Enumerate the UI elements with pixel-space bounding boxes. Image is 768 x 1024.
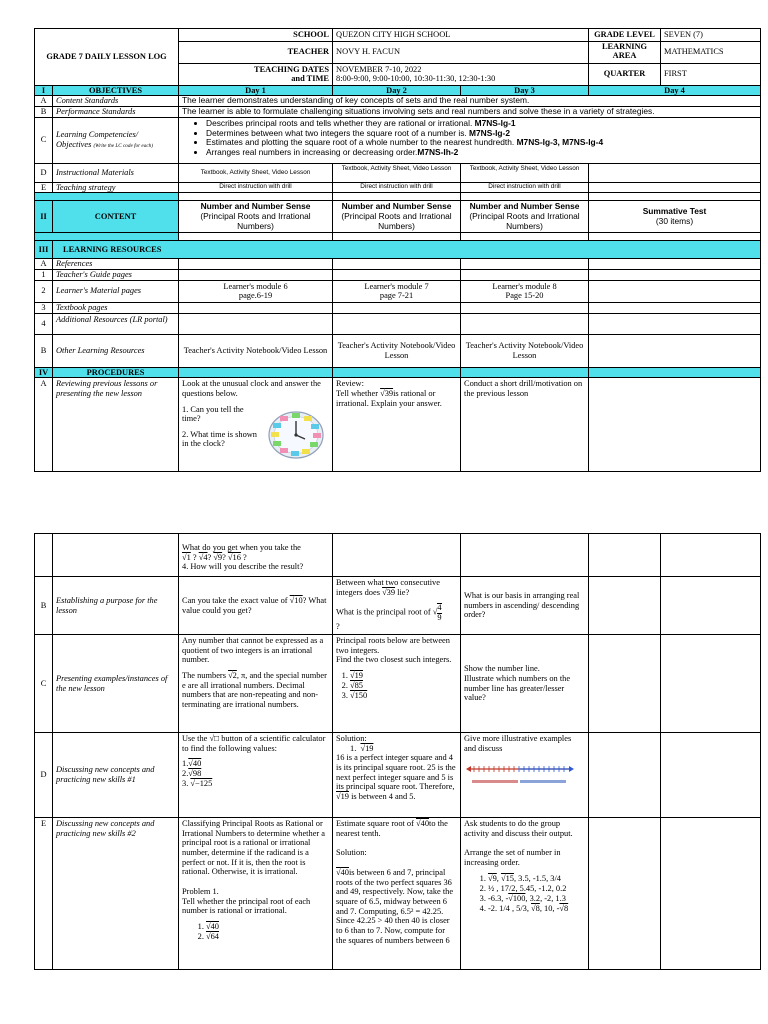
discussing-2-label: Discussing new concepts and practicing new skills #2: [53, 818, 179, 970]
find-integers-instruction: Find the two closest such integers.: [336, 655, 452, 665]
illustrate-number-line: Illustrate which numbers on the number line has greater/lesser value?: [464, 673, 571, 703]
calculator-values-list: [182, 759, 329, 789]
list-item: 3. -6.3, -√100, 3.2, -2, 1.3: [488, 894, 585, 904]
teaching-dates-label: TEACHING DATES and TIME: [179, 63, 333, 85]
discussing-2-day-1: [179, 818, 333, 970]
performance-standards-label: Performance Standards: [53, 106, 179, 117]
radical-question: What do you get when you take the: [182, 543, 301, 552]
content-standards-text: The learner demonstrates understanding of key concepts of sets and the real number system.: [179, 96, 761, 107]
solution-explanation: 16 is a perfect integer square and 4 is its principal square root. 25 is the next perfect integer square and 5 is its principal square root. Therefore, √19 is between 4 and 5.: [336, 753, 456, 801]
discussing-1-day-3: [461, 733, 589, 818]
instructional-materials-label: Instructional Materials: [53, 163, 179, 182]
content-standards-label: Content Standards: [53, 96, 179, 107]
discussing-2-day-2: [333, 818, 461, 970]
instructional-day-4: [589, 163, 761, 182]
reviewing-day-2: [333, 378, 461, 472]
problem-instruction: Tell whether the principal root of each number is rational or irrational.: [182, 896, 311, 916]
principal-roots-list: [336, 671, 457, 701]
strategy-day-2: Direct instruction with drill: [333, 182, 461, 193]
competency-item: • Determines between what two integers the square root of a number is. M7NS-Ig-2: [206, 129, 757, 139]
purpose-day-1: Can you take the exact value of √10? What value could you get?: [179, 577, 333, 635]
list-item: 4. -2. 1/4 , 5/3, √8, 10, -√8: [488, 904, 585, 914]
content-day-4: Summative Test (30 items): [589, 201, 761, 233]
competency-item: • Arranges real numbers in increasing or decreasing order.M7NS-Ih-2: [206, 148, 757, 158]
section-num-iii: III: [35, 241, 53, 259]
row-letter-d: D: [35, 733, 53, 818]
other-resources-day-2: Teacher's Activity Notebook/Video Lesson: [333, 334, 461, 367]
section-num-i: I: [35, 85, 53, 96]
reviewing-day-1-continued: [179, 534, 333, 577]
radical-question-items: √1 ? √4? √9? √16 ?: [182, 552, 247, 562]
learners-material-label: Learner's Material pages: [53, 280, 179, 302]
show-number-line: Show the number line.: [464, 664, 540, 674]
learning-area-label: LEARNING AREA: [589, 41, 661, 63]
instructional-day-1: Textbook, Activity Sheet, Video Lesson: [179, 163, 333, 182]
review-question: Tell whether √39is rational or irrational. Explain your answer.: [336, 388, 442, 408]
reviewing-day-1: [179, 378, 333, 472]
teacher-label: TEACHER: [179, 41, 333, 63]
textbook-pages-label: Textbook pages: [53, 302, 179, 313]
strategy-day-4: [589, 182, 761, 193]
day-2-heading: Day 2: [333, 85, 461, 96]
arrange-list: [464, 874, 585, 914]
learners-material-day-3: Learner's module 8 Page 15-20: [461, 280, 589, 302]
learners-material-day-2: Learner's module 7 page 7-21: [333, 280, 461, 302]
instructional-day-2: Textbook, Activity Sheet, Video Lesson: [333, 163, 461, 182]
presenting-examples-label: Presenting examples/instances of the new lesson: [53, 635, 179, 733]
objectives-heading: OBJECTIVES: [53, 85, 179, 96]
section-num-ii: II: [35, 201, 53, 233]
list-item: 2.√98: [182, 769, 202, 779]
row-num-3: 3: [35, 302, 53, 313]
classifying-roots-text: Classifying Principal Roots as Rational or Irrational Numbers to determine whether a principal root is a rational or irrational number, determine if the radicand is a perfect or not. If it is, then the root is rational. Otherwise, it is irrational.: [182, 819, 326, 877]
competency-item: • Estimates and plotting the square root of a whole number to the nearest hundredth. M7NS-Ig-3, M7NS-Ig-4: [206, 138, 757, 148]
discussing-2-day-3: [461, 818, 589, 970]
review-label: Review:: [336, 379, 364, 389]
lesson-log-page-2: [34, 533, 760, 970]
group-activity-instruction: Ask students to do the group activity and discuss their output.: [464, 819, 573, 838]
sqrt-key-icon: √□: [209, 734, 220, 743]
number-line-image: [464, 761, 576, 789]
list-item: 2. √64: [206, 932, 329, 942]
principal-roots-note: Principal roots below are between two integers.: [336, 636, 450, 655]
day-1-heading: Day 1: [179, 85, 333, 96]
competency-item: • Describes principal roots and tells whether they are rational or irrational. M7NS-Ig-1: [206, 119, 757, 129]
unusual-clock-image: [267, 408, 325, 460]
references-label: References: [53, 259, 179, 270]
row-letter-e: E: [35, 818, 53, 970]
row-letter-a: A: [35, 378, 53, 472]
clock-question-2: 2. What time is shown in the clock?: [182, 429, 257, 449]
describe-result-question: 4. How will you describe the result?: [182, 562, 304, 572]
presenting-day-2: [333, 635, 461, 733]
calculator-instruction: Use the √□ button of a scientific calculator to find the following values:: [182, 734, 326, 753]
reviewing-day-3: Conduct a short drill/motivation on the previous lesson: [461, 378, 589, 472]
presenting-day-1: [179, 635, 333, 733]
discussing-1-day-1: [179, 733, 333, 818]
estimate-instruction: Estimate square root of √40to the nearest tenth.: [336, 819, 448, 838]
strategy-day-1: Direct instruction with drill: [179, 182, 333, 193]
teaching-strategy-label: Teaching strategy: [53, 182, 179, 193]
solution-label: Solution:: [336, 734, 367, 743]
other-resources-label: Other Learning Resources: [53, 334, 179, 367]
solution-label: Solution:: [336, 848, 367, 858]
problem-label: Problem 1.: [182, 886, 219, 896]
learning-area-value: MATHEMATICS: [661, 41, 761, 63]
learning-resources-heading: LEARNING RESOURCES: [53, 241, 761, 259]
presenting-day-3: [461, 635, 589, 733]
competencies-list: [182, 119, 757, 159]
list-item: 2. √85: [350, 681, 457, 691]
discussing-1-label: Discussing new concepts and practicing new skills #1: [53, 733, 179, 818]
content-day-3: Number and Number Sense (Principal Roots and Irrational Numbers): [461, 201, 589, 233]
section-num-iv: IV: [35, 367, 53, 378]
row-letter-c: C: [35, 117, 53, 163]
list-item: 1. √19: [350, 671, 457, 681]
clock-intro: Look at the unusual clock and answer the questions below.: [182, 379, 321, 398]
teacher-value: NOVY H. FACUN: [333, 41, 589, 63]
row-letter-c: C: [35, 635, 53, 733]
row-letter-b: B: [35, 106, 53, 117]
quarter-label: QUARTER: [589, 63, 661, 85]
doc-title: GRADE 7 DAILY LESSON LOG: [35, 29, 179, 86]
row-letter-b: B: [35, 577, 53, 635]
instructional-day-3: Textbook, Activity Sheet, Video Lesson: [461, 163, 589, 182]
row-letter-a: A: [35, 96, 53, 107]
purpose-label: Establishing a purpose for the lesson: [53, 577, 179, 635]
teachers-guide-label: Teacher's Guide pages: [53, 269, 179, 280]
procedures-heading: PROCEDURES: [53, 367, 179, 378]
lesson-log-page-1: [34, 28, 760, 472]
list-item: 3. √−125: [182, 779, 213, 789]
consecutive-integers-question: Between what two consecutive integers does √39 lie?: [336, 578, 440, 597]
row-letter-e: E: [35, 182, 53, 193]
lesson-log-table-2: [34, 533, 761, 970]
row-letter-d: D: [35, 163, 53, 182]
list-item: 2. ½ , 17/2, 5.45, -1.2, 0.2: [488, 884, 585, 894]
row-letter-a: A: [35, 259, 53, 270]
performance-standards-text: The learner is able to formulate challenging situations involving sets and real numbers and solve these in a variety of strategies.: [179, 106, 761, 117]
competencies-label: Learning Competencies/ Objectives (Write the LC code for each): [53, 117, 179, 163]
reviewing-label: Reviewing previous lessons or presenting the new lesson: [53, 378, 179, 472]
list-item: 1.√40: [182, 759, 202, 769]
solution-item: 1. √19: [350, 743, 374, 753]
grade-level-value: SEVEN (7): [661, 29, 761, 42]
learners-material-day-1: Learner's module 6 page.6-19: [179, 280, 333, 302]
other-resources-day-1: Teacher's Activity Notebook/Video Lesson: [179, 334, 333, 367]
irrational-examples: The numbers √2, π, and the special number e are all irrational numbers. Decimal numbers that are non-repeating and non-terminating are irrational numbers.: [182, 670, 327, 709]
clock-question-1: 1. Can you tell the time?: [182, 404, 244, 424]
content-day-2: Number and Number Sense (Principal Roots and Irrational Numbers): [333, 201, 461, 233]
quarter-value: FIRST: [661, 63, 761, 85]
list-item: 1. √9, √15, 3.5, -1.5, 3/4: [488, 874, 585, 884]
other-resources-day-3: Teacher's Activity Notebook/Video Lesson: [461, 334, 589, 367]
competencies-list-cell: [179, 117, 761, 163]
row-num-2: 2: [35, 280, 53, 302]
illustrative-examples: Give more illustrative examples and discuss: [464, 734, 572, 753]
school-label: SCHOOL: [179, 29, 333, 42]
teaching-dates-value: NOVEMBER 7-10, 2022 8:00-9:00, 9:00-10:00, 10:30-11:30, 12:30-1:30: [333, 63, 589, 85]
school-value: QUEZON CITY HIGH SCHOOL: [333, 29, 589, 42]
list-item: 1. √40: [206, 922, 329, 932]
lesson-log-table-1: [34, 28, 761, 472]
purpose-day-3: What is our basis in arranging real numbers in ascending/ descending order?: [461, 577, 589, 635]
discussing-1-day-2: [333, 733, 461, 818]
additional-resources-label: Additional Resources (LR portal): [53, 313, 179, 334]
content-heading: CONTENT: [53, 201, 179, 233]
arrange-instruction: Arrange the set of number in increasing order.: [464, 848, 561, 867]
irrational-definition: Any number that cannot be expressed as a quotient of two integers is an irrational number.: [182, 636, 324, 665]
row-num-1: 1: [35, 269, 53, 280]
list-item: 3. √150: [350, 691, 457, 701]
estimate-solution: √40is between 6 and 7, principal roots of the two perfect squares 36 and 49, respectively. Now, take the square of 6.5, midway between 6 and 7. Computing, 6.5² = 42.25. Since 42.25 > 40 then 40 is closer to 6 than to 7. Now, compute for the squares of numbers between 6: [336, 867, 454, 945]
purpose-day-2: [333, 577, 461, 635]
principal-root-question: What is the principal root of √ $\frac{4}{9}$: [336, 603, 442, 622]
question-mark: ?: [336, 622, 340, 632]
problem-list: [182, 922, 329, 942]
day-3-heading: Day 3: [461, 85, 589, 96]
grade-level-label: GRADE LEVEL: [589, 29, 661, 42]
strategy-day-3: Direct instruction with drill: [461, 182, 589, 193]
row-num-4: 4: [35, 313, 53, 334]
content-day-1: Number and Number Sense (Principal Roots and Irrational Numbers): [179, 201, 333, 233]
row-letter-b: B: [35, 334, 53, 367]
day-4-heading: Day 4: [589, 85, 761, 96]
